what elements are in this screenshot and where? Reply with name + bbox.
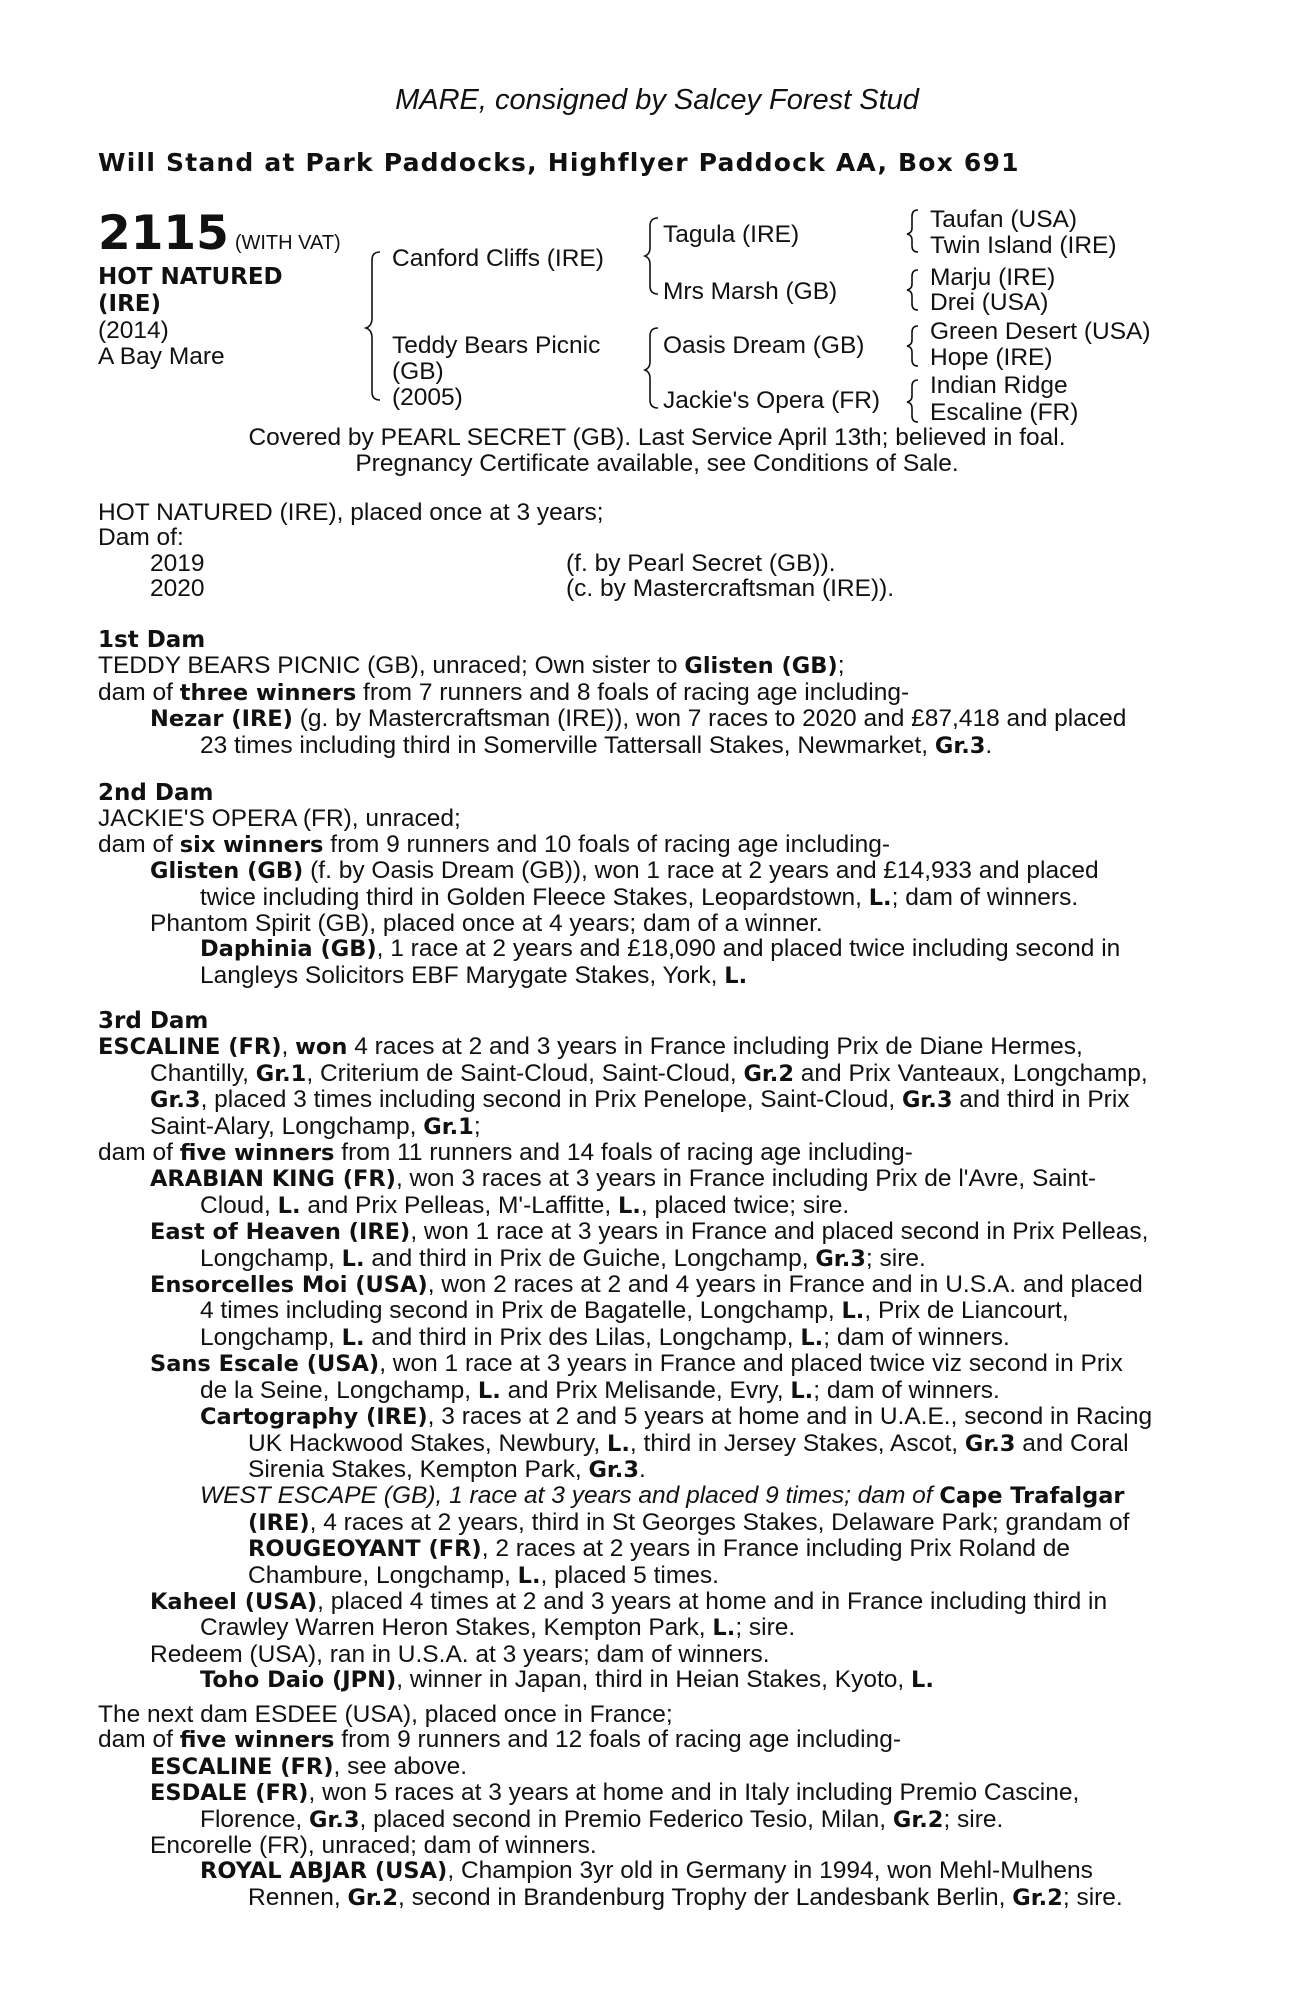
text-run: , winner in Japan, third in Heian Stakes, Kyoto, bbox=[396, 1666, 912, 1694]
text-line bbox=[98, 1246, 1206, 1272]
text-run: Kaheel (USA) bbox=[150, 1588, 318, 1615]
next-dam-section bbox=[98, 1702, 1206, 1911]
text-run: five winners bbox=[179, 1727, 335, 1754]
text-run: L. bbox=[341, 1245, 365, 1272]
dam-bracket bbox=[645, 328, 658, 408]
text-run: six winners bbox=[179, 831, 324, 858]
horse-name-line1: HOT NATURED bbox=[98, 264, 283, 290]
text-run: , 1 race at 2 years and £18,090 and placed twice including second in bbox=[376, 935, 1121, 963]
text-run: ; dam of winners. bbox=[823, 1323, 1010, 1351]
produce-year: 2020 bbox=[150, 575, 205, 603]
text-run: Gr.2 bbox=[1012, 1884, 1063, 1911]
text-run: L. bbox=[617, 1192, 641, 1219]
text-run: and third in Prix de Guiche, Longchamp, bbox=[364, 1244, 816, 1272]
text-run: and Prix Vanteaux, Longchamp, bbox=[794, 1059, 1148, 1087]
text-run: dam of bbox=[98, 1139, 180, 1167]
text-run: Gr.3 bbox=[901, 1087, 953, 1114]
gen3-6: Hope (IRE) bbox=[930, 344, 1053, 371]
text-run: L. bbox=[341, 1324, 365, 1351]
text-run: five winners bbox=[179, 1140, 335, 1167]
text-line bbox=[98, 1885, 1206, 1911]
text-run: Chambure, Longchamp, bbox=[248, 1561, 518, 1589]
first-dam-section bbox=[98, 628, 1206, 759]
text-run: ; bbox=[837, 652, 845, 680]
text-line bbox=[98, 1272, 1206, 1298]
text-run: Nezar (IRE) bbox=[150, 706, 293, 733]
text-run: ESDALE (FR) bbox=[150, 1780, 309, 1807]
text-run: 4 times including second in Prix de Bagatelle, Longchamp, bbox=[200, 1297, 842, 1325]
text-run: ARABIAN KING (FR) bbox=[150, 1166, 396, 1193]
text-run: from 7 runners and 8 foals of racing age including- bbox=[356, 678, 910, 706]
text-run: Rennen, bbox=[248, 1883, 348, 1911]
text-run: three winners bbox=[179, 679, 357, 706]
text-line bbox=[98, 1615, 1206, 1641]
horse-description: A Bay Mare bbox=[98, 343, 225, 370]
text-run: ; sire. bbox=[735, 1614, 796, 1642]
gen3-4: Drei (USA) bbox=[930, 289, 1049, 316]
text-line bbox=[98, 1457, 1206, 1483]
text-run: ; sire. bbox=[943, 1805, 1004, 1833]
dam-name bbox=[392, 333, 600, 411]
text-run: L. bbox=[517, 1562, 541, 1589]
text-run: WEST ESCAPE (GB) bbox=[200, 1482, 436, 1510]
text-run: . bbox=[985, 731, 993, 759]
text-line bbox=[98, 1431, 1206, 1457]
text-run: , third in Jersey Stakes, Ascot, bbox=[629, 1429, 965, 1457]
sire-bracket bbox=[645, 218, 658, 294]
text-run: Daphinia (GB) bbox=[200, 936, 377, 963]
text-line: Phantom Spirit (GB), placed once at 4 years; dam of a winner. bbox=[150, 910, 823, 938]
text-run: L. bbox=[868, 884, 892, 911]
lot-number: 2115 bbox=[98, 206, 229, 261]
text-run: dam of bbox=[98, 678, 180, 706]
vat-note: (WITH VAT) bbox=[234, 232, 341, 254]
consignment-header: MARE, consigned by Salcey Forest Stud bbox=[395, 84, 919, 116]
text-line bbox=[98, 1667, 1206, 1693]
text-run: Cartography (IRE) bbox=[200, 1404, 428, 1431]
text-run: twice including third in Golden Fleece Stakes, Leopardstown, bbox=[200, 883, 869, 911]
gen3-7: Indian Ridge bbox=[930, 372, 1068, 399]
dam-dam: Jackie's Opera (FR) bbox=[663, 387, 881, 414]
text-run: , bbox=[281, 1033, 296, 1061]
section-title: 3rd Dam bbox=[98, 1008, 209, 1034]
text-run: Toho Daio (JPN) bbox=[200, 1667, 397, 1694]
text-run: , placed twice; sire. bbox=[640, 1191, 850, 1219]
text-line: The next dam ESDEE (USA), placed once in France; bbox=[98, 1701, 673, 1728]
gen3-8: Escaline (FR) bbox=[930, 399, 1079, 426]
text-run: and Coral bbox=[1015, 1429, 1129, 1457]
text-run: and third in Prix bbox=[952, 1086, 1130, 1114]
text-run: , won 2 races at 2 and 4 years in France and in U.S.A. and placed bbox=[427, 1271, 1143, 1299]
text-line bbox=[98, 680, 1206, 706]
text-run: and third in Prix des Lilas, Longchamp, bbox=[364, 1323, 801, 1351]
text-line: Redeem (USA), ran in U.S.A. at 3 years; dam of winners. bbox=[150, 1640, 770, 1668]
produce-dam-of: Dam of: bbox=[98, 524, 184, 552]
text-run: , 1 race at 3 years and placed 9 times; dam of bbox=[435, 1482, 940, 1510]
third-dam-section bbox=[98, 1009, 1206, 1694]
text-run: L. bbox=[841, 1298, 865, 1325]
text-run: Gr.3 bbox=[934, 732, 986, 759]
sire-name: Canford Cliffs (IRE) bbox=[392, 245, 604, 272]
foaling-year: (2014) bbox=[98, 317, 169, 344]
gen3-5: Green Desert (USA) bbox=[930, 318, 1151, 345]
text-run: , won 1 race at 3 years in France and placed twice viz second in Prix bbox=[379, 1350, 1123, 1378]
text-run: Longchamp, bbox=[200, 1244, 342, 1272]
text-run: Gr.3 bbox=[815, 1245, 866, 1272]
text-run: Gr.2 bbox=[743, 1060, 794, 1087]
text-run: ; sire. bbox=[1062, 1883, 1123, 1911]
text-run: Gr.3 bbox=[588, 1456, 640, 1483]
g-bracket-2 bbox=[907, 270, 918, 310]
text-run: Cape Trafalgar bbox=[939, 1483, 1125, 1510]
text-run: ; dam of winners. bbox=[891, 883, 1079, 911]
text-line bbox=[98, 1061, 1206, 1087]
text-line bbox=[98, 1727, 1206, 1753]
text-line bbox=[98, 1404, 1206, 1430]
text-run: (g. by Mastercraftsman (IRE)), won 7 races to 2020 and £87,418 and placed bbox=[292, 705, 1127, 733]
text-line bbox=[98, 936, 1206, 962]
text-run: L. bbox=[477, 1377, 501, 1404]
text-run: Florence, bbox=[200, 1805, 309, 1833]
text-run: ESCALINE (FR) bbox=[98, 1034, 282, 1061]
horse-name-line2: (IRE) bbox=[98, 291, 162, 317]
text-run: ROUGEOYANT (FR) bbox=[248, 1536, 482, 1563]
text-line bbox=[98, 1378, 1206, 1404]
text-line bbox=[98, 1298, 1206, 1324]
text-line bbox=[98, 733, 1206, 759]
produce-desc: (c. by Mastercraftsman (IRE)). bbox=[566, 575, 895, 603]
text-run: dam of bbox=[98, 830, 180, 858]
text-line bbox=[98, 1807, 1206, 1833]
text-run: Sirenia Stakes, Kempton Park, bbox=[248, 1455, 589, 1483]
produce-year: 2019 bbox=[150, 549, 205, 577]
text-line bbox=[98, 653, 1206, 679]
text-line bbox=[98, 1536, 1206, 1562]
g-bracket-3 bbox=[907, 326, 918, 366]
gen3-2: Twin Island (IRE) bbox=[930, 232, 1117, 259]
text-run: Gr.1 bbox=[255, 1060, 307, 1087]
text-run: , placed second in Premio Federico Tesio, Milan, bbox=[359, 1805, 893, 1833]
covering-line1: Covered by PEARL SECRET (GB). Last Service April 13th; believed in foal. bbox=[248, 424, 1066, 451]
text-run: L. bbox=[790, 1377, 814, 1404]
covering-note bbox=[0, 425, 1314, 477]
text-run: ESCALINE (FR) bbox=[150, 1753, 334, 1780]
text-run: L. bbox=[277, 1192, 301, 1219]
text-run: Chantilly, bbox=[150, 1059, 256, 1087]
text-line bbox=[98, 1114, 1206, 1140]
text-run: , placed 4 times at 2 and 3 years at home and in France including third in bbox=[317, 1587, 1108, 1615]
text-run: (f. by Oasis Dream (GB)), won 1 race at 2 years and £14,933 and placed bbox=[303, 857, 1099, 885]
text-run: , see above. bbox=[333, 1752, 467, 1780]
pedigree-brackets bbox=[0, 0, 1314, 440]
text-run: L. bbox=[911, 1667, 934, 1694]
text-run: dam of bbox=[98, 1726, 180, 1754]
text-line bbox=[98, 1140, 1206, 1166]
text-line bbox=[98, 1166, 1206, 1192]
produce-item bbox=[98, 551, 1206, 576]
text-line bbox=[98, 885, 1206, 911]
text-run: Gr.2 bbox=[347, 1884, 398, 1911]
text-run: 23 times including third in Somerville Tattersall Stakes, Newmarket, bbox=[200, 731, 935, 759]
text-run: Sans Escale (USA) bbox=[150, 1351, 380, 1378]
text-run: TEDDY BEARS PICNIC (GB), unraced; Own sister to bbox=[98, 652, 685, 680]
text-line bbox=[98, 963, 1206, 989]
text-line: Encorelle (FR), unraced; dam of winners. bbox=[150, 1832, 597, 1860]
g-bracket-1 bbox=[907, 210, 918, 252]
text-line bbox=[98, 1780, 1206, 1806]
text-line bbox=[98, 1563, 1206, 1589]
text-run: . bbox=[639, 1455, 646, 1483]
covering-line2: Pregnancy Certificate available, see Conditions of Sale. bbox=[355, 450, 959, 477]
text-line bbox=[98, 1351, 1206, 1377]
text-run: L. bbox=[800, 1324, 824, 1351]
text-line bbox=[98, 832, 1206, 858]
text-line bbox=[98, 1034, 1206, 1060]
text-run: (IRE) bbox=[248, 1509, 310, 1536]
text-run: L. bbox=[712, 1615, 736, 1642]
text-run: , placed 5 times. bbox=[540, 1561, 719, 1589]
main-bracket bbox=[366, 252, 380, 400]
text-line bbox=[98, 1193, 1206, 1219]
text-run: , won 3 races at 3 years in France including Prix de l'Avre, Saint- bbox=[395, 1165, 1097, 1193]
text-run: Crawley Warren Heron Stakes, Kempton Park, bbox=[200, 1614, 713, 1642]
text-line bbox=[98, 1510, 1206, 1536]
g-bracket-4 bbox=[907, 380, 918, 422]
text-run: , Criterium de Saint-Cloud, Saint-Cloud, bbox=[306, 1059, 744, 1087]
gen3-3: Marju (IRE) bbox=[930, 264, 1056, 291]
text-line bbox=[98, 1325, 1206, 1351]
dam-name-line1: Teddy Bears Picnic bbox=[392, 332, 601, 359]
text-run: , 2 races at 2 years in France including Prix Roland de bbox=[481, 1535, 1071, 1563]
gen3-1: Taufan (USA) bbox=[930, 206, 1078, 233]
text-run: won bbox=[295, 1034, 348, 1061]
text-run: Gr.1 bbox=[423, 1113, 474, 1140]
produce-desc: (f. by Pearl Secret (GB)). bbox=[566, 549, 836, 577]
text-run: ROYAL ABJAR (USA) bbox=[200, 1858, 448, 1885]
text-run: L. bbox=[724, 962, 748, 989]
text-run: Gr.3 bbox=[964, 1430, 1016, 1457]
text-run: from 9 runners and 12 foals of racing age including- bbox=[334, 1726, 902, 1754]
text-run: and Prix Melisande, Evry, bbox=[500, 1376, 791, 1404]
text-run: Ensorcelles Moi (USA) bbox=[150, 1272, 428, 1299]
text-run: , 3 races at 2 and 5 years at home and in U.A.E., second in Racing bbox=[427, 1403, 1153, 1431]
text-line bbox=[98, 1483, 1206, 1509]
text-run: ; dam of winners. bbox=[813, 1376, 1000, 1404]
text-run: , won 1 race at 3 years in France and placed second in Prix Pelleas, bbox=[410, 1218, 1149, 1246]
second-dam-section bbox=[98, 781, 1206, 989]
text-line bbox=[98, 1754, 1206, 1780]
dam-name-line2: (GB) bbox=[392, 358, 444, 385]
text-run: from 9 runners and 10 foals of racing age including- bbox=[323, 830, 891, 858]
text-line bbox=[98, 1858, 1206, 1884]
text-run: L. bbox=[607, 1430, 630, 1457]
text-run: , second in Brandenburg Trophy der Landesbank Berlin, bbox=[398, 1883, 1013, 1911]
produce-intro: HOT NATURED (IRE), placed once at 3 years; bbox=[98, 499, 604, 526]
text-run: , Champion 3yr old in Germany in 1994, won Mehl-Mulhens bbox=[447, 1857, 1093, 1885]
text-run: Langleys Solicitors EBF Marygate Stakes, York, bbox=[200, 961, 725, 989]
text-run: Cloud, bbox=[200, 1191, 278, 1219]
section-title: 2nd Dam bbox=[98, 780, 214, 806]
text-line: JACKIE'S OPERA (FR), unraced; bbox=[98, 805, 461, 833]
text-run: Glisten (GB) bbox=[150, 858, 304, 885]
text-run: , placed 3 times including second in Prix Penelope, Saint-Cloud, bbox=[200, 1086, 902, 1114]
text-run: 4 races at 2 and 3 years in France including Prix de Diane Hermes, bbox=[347, 1033, 1083, 1061]
text-run: , won 5 races at 3 years at home and in Italy including Premio Cascine, bbox=[308, 1779, 1080, 1807]
text-run: de la Seine, Longchamp, bbox=[200, 1376, 478, 1404]
text-run: and Prix Pelleas, M'-Laffitte, bbox=[300, 1191, 618, 1219]
text-run: , Prix de Liancourt, bbox=[864, 1297, 1069, 1325]
text-line bbox=[98, 1219, 1206, 1245]
text-run: from 11 runners and 14 foals of racing age including- bbox=[334, 1139, 913, 1167]
text-line bbox=[98, 1087, 1206, 1113]
text-run: Saint-Alary, Longchamp, bbox=[150, 1112, 424, 1140]
stable-location: Will Stand at Park Paddocks, Highflyer Paddock AA, Box 691 bbox=[98, 148, 1020, 177]
text-run: ; bbox=[473, 1112, 481, 1140]
dam-sire: Oasis Dream (GB) bbox=[663, 332, 865, 359]
text-run: Gr.3 bbox=[308, 1806, 360, 1833]
produce-item bbox=[98, 576, 1206, 601]
sire-sire: Tagula (IRE) bbox=[663, 221, 800, 248]
text-run: Longchamp, bbox=[200, 1323, 342, 1351]
text-line bbox=[98, 1589, 1206, 1615]
text-line bbox=[98, 706, 1206, 732]
dam-name-line3: (2005) bbox=[392, 384, 463, 411]
text-run: , 4 races at 2 years, third in St Georges Stakes, Delaware Park; grandam of bbox=[309, 1508, 1130, 1536]
sire-dam: Mrs Marsh (GB) bbox=[663, 278, 838, 305]
text-run: East of Heaven (IRE) bbox=[150, 1219, 411, 1246]
text-run: Glisten (GB) bbox=[684, 653, 838, 680]
text-run: UK Hackwood Stakes, Newbury, bbox=[248, 1429, 608, 1457]
text-line bbox=[98, 858, 1206, 884]
produce-record bbox=[98, 500, 1206, 602]
text-run: ; sire. bbox=[865, 1244, 926, 1272]
text-run: Gr.2 bbox=[892, 1806, 944, 1833]
section-title: 1st Dam bbox=[98, 627, 206, 653]
text-run: Gr.3 bbox=[150, 1087, 201, 1114]
